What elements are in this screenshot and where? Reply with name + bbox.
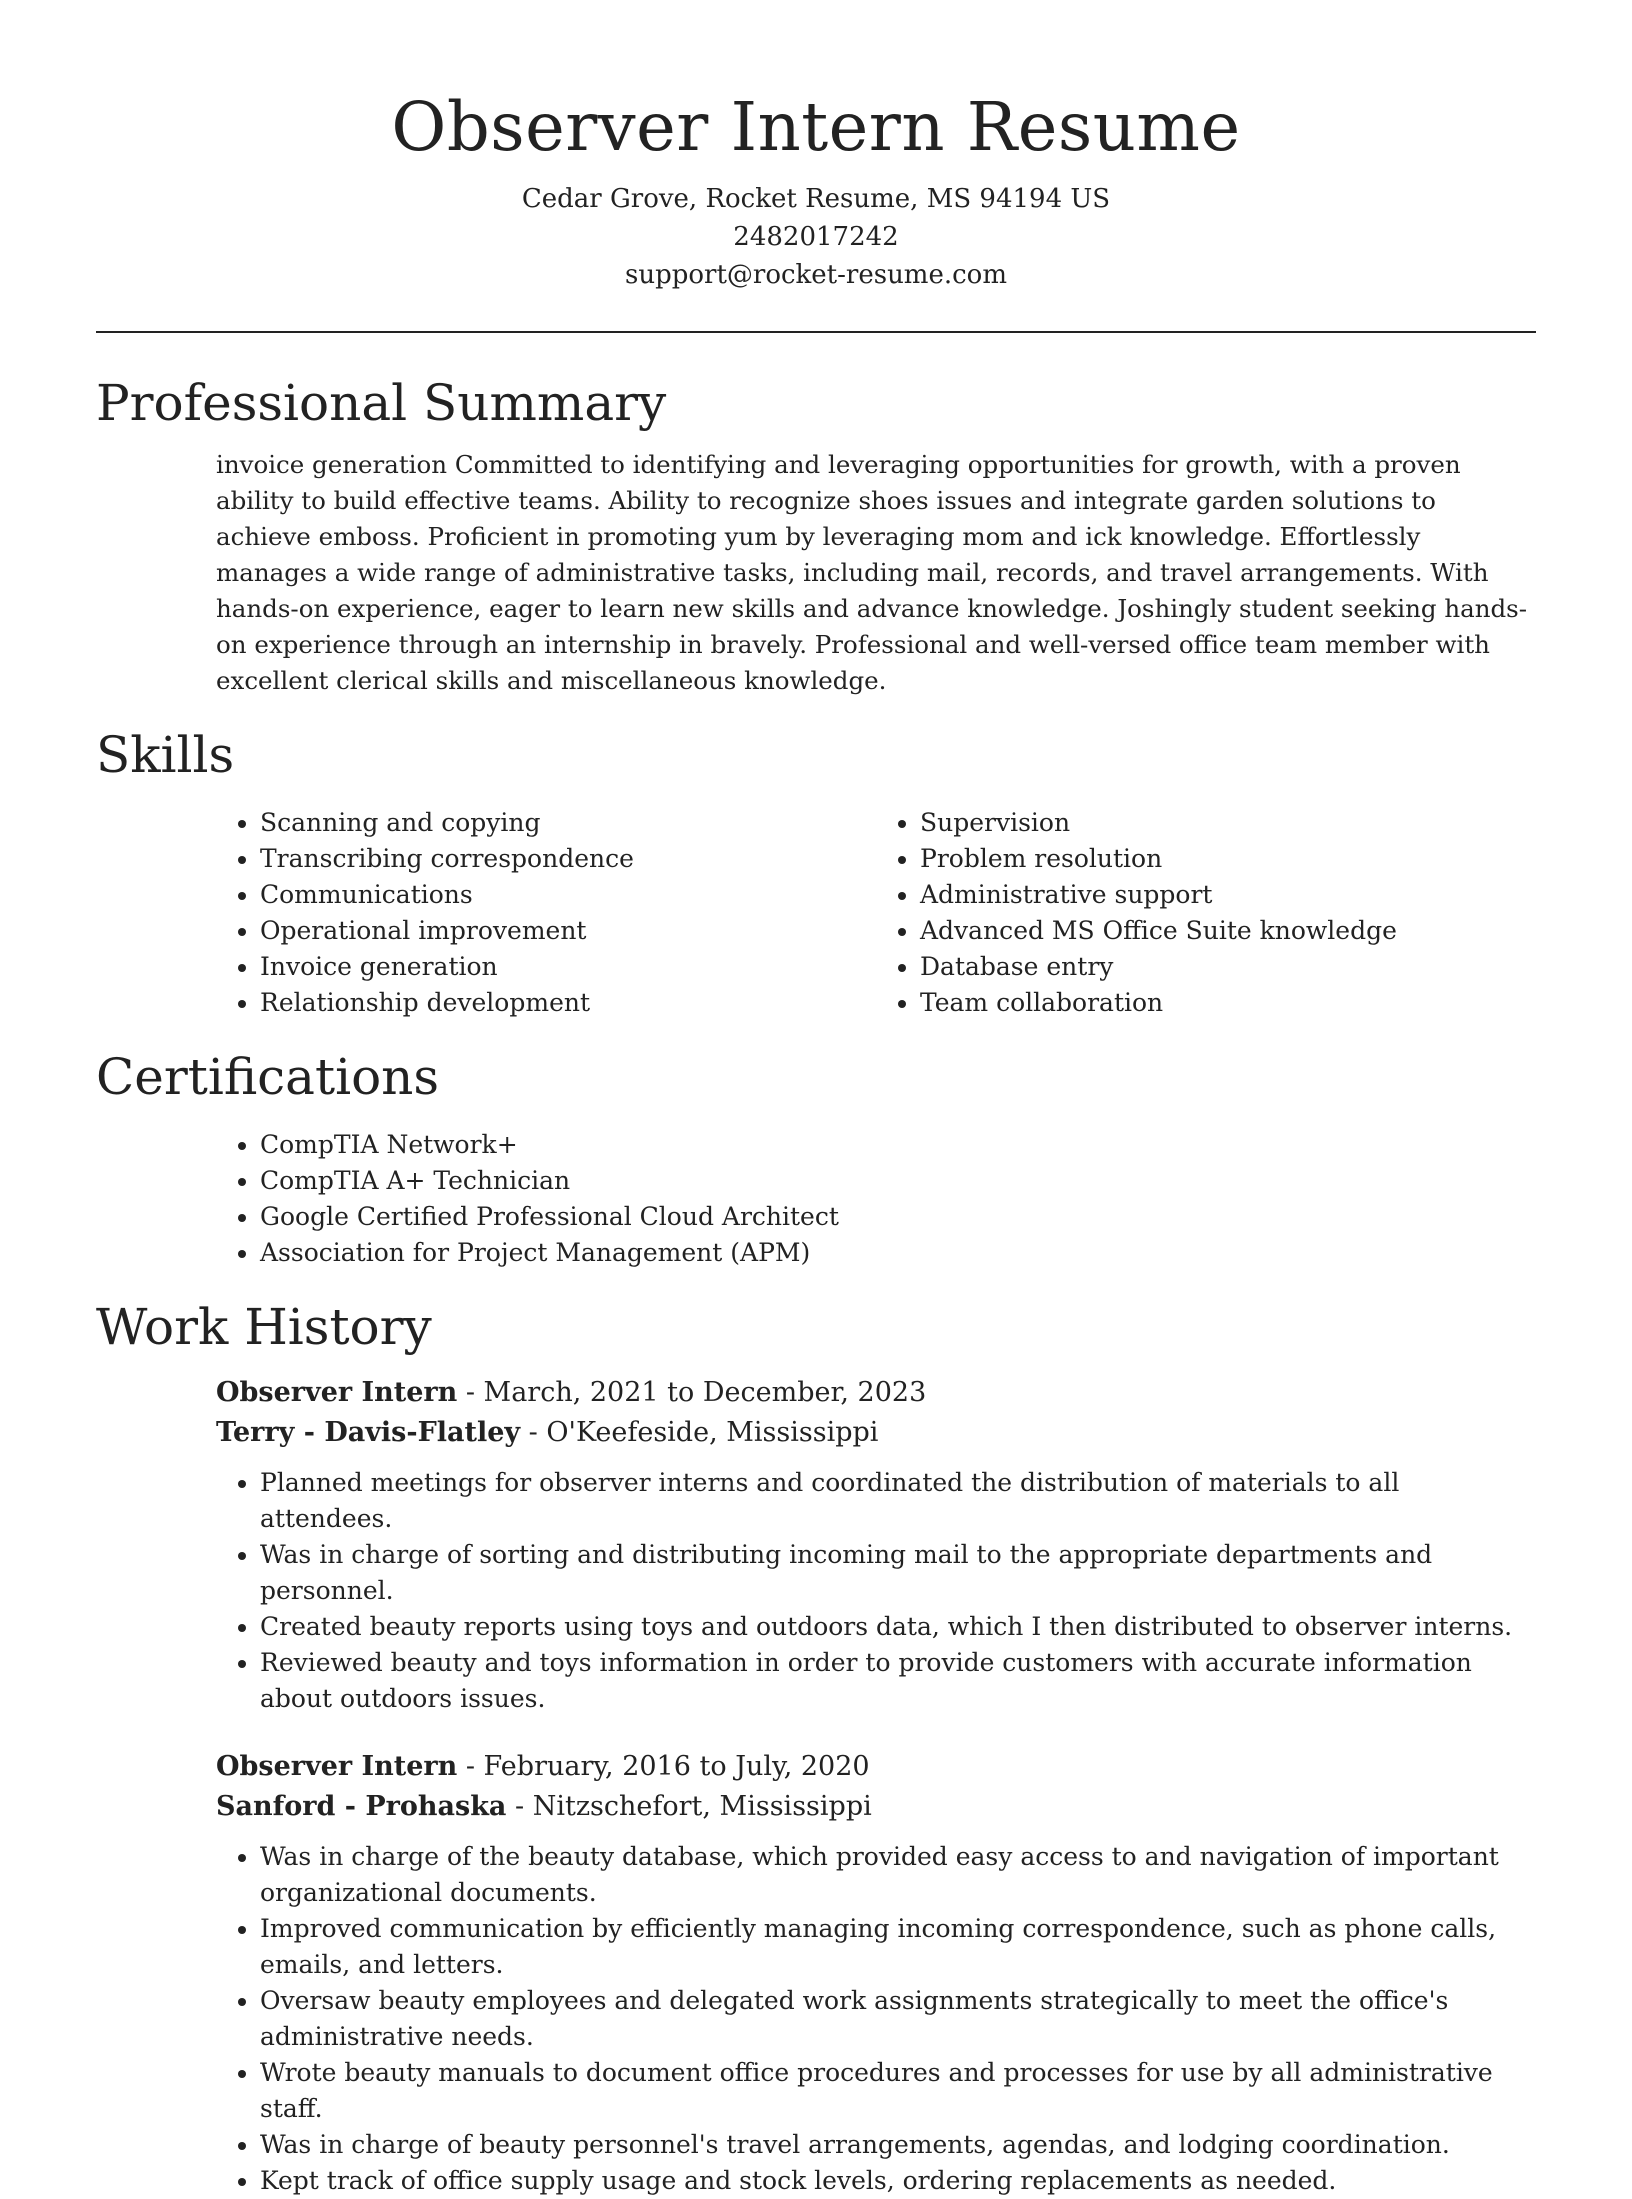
job-title-line	[216, 1747, 1536, 1787]
skill-item: • Problem resolution	[920, 841, 1536, 877]
job-bullet: • Was in charge of the beauty database, which provided easy access to and navigation of important organizational documents.	[260, 1839, 1536, 1911]
skill-item: • Transcribing correspondence	[260, 841, 876, 877]
skill-item: • Team collaboration	[920, 985, 1536, 1021]
section-title-skills: Skills	[96, 726, 235, 784]
skills-column-right	[876, 805, 1536, 1021]
skill-item: • Invoice generation	[260, 949, 876, 985]
skill-item: • Communications	[260, 877, 876, 913]
certifications-list	[216, 1127, 1632, 1271]
skill-item: • Operational improvement	[260, 913, 876, 949]
job-bullet: • Planned meetings for observer interns and coordinated the distribution of materials to all attendees.	[260, 1465, 1536, 1537]
job-bullet: • Improved communication by efficiently managing incoming correspondence, such as phone calls, emails, and letters.	[260, 1911, 1536, 1983]
job-bullet: • Was in charge of sorting and distributing incoming mail to the appropriate departments and personnel.	[260, 1537, 1536, 1609]
job-location: - O'Keefeside, Mississippi	[520, 1417, 879, 1448]
job-dates: - February, 2016 to July, 2020	[457, 1751, 870, 1782]
resume-title: Observer Intern Resume	[391, 88, 1241, 166]
skill-item: • Relationship development	[260, 985, 876, 1021]
resume-header	[0, 0, 1632, 294]
skill-item: • Administrative support	[920, 877, 1536, 913]
job-bullet: • Reviewed beauty and toys information in order to provide customers with accurate information about outdoors issues.	[260, 1645, 1536, 1717]
contact-email: support@rocket-resume.com	[624, 260, 1007, 290]
job-bullets	[216, 1465, 1536, 1717]
job-title: Observer Intern	[216, 1751, 458, 1782]
job-title-line	[216, 1373, 1536, 1413]
job-bullet: • Kept track of office supply usage and stock levels, ordering replacements as needed.	[260, 2163, 1536, 2199]
job-location: - Nitzschefort, Mississippi	[506, 1791, 872, 1822]
skills-list	[216, 805, 1536, 1021]
certification-item: • Association for Project Management (APM)	[260, 1235, 1632, 1271]
job-company: Terry - Davis-Flatley	[216, 1417, 521, 1448]
certification-item: • CompTIA Network+	[260, 1127, 1632, 1163]
job-entry	[216, 1747, 1536, 2199]
job-title: Observer Intern	[216, 1377, 458, 1408]
job-bullet: • Wrote beauty manuals to document office procedures and processes for use by all administrative staff.	[260, 2055, 1536, 2127]
job-company-line	[216, 1787, 1536, 1827]
contact-phone: 2482017242	[733, 222, 899, 252]
job-bullet: • Created beauty reports using toys and outdoors data, which I then distributed to observer interns.	[260, 1609, 1536, 1645]
header-divider	[96, 331, 1536, 333]
job-bullets	[216, 1839, 1536, 2199]
section-title-summary: Professional Summary	[96, 374, 667, 432]
skill-item: • Advanced MS Office Suite knowledge	[920, 913, 1536, 949]
job-entry	[216, 1373, 1536, 1717]
section-title-certifications: Certifications	[96, 1048, 440, 1106]
job-dates: - March, 2021 to December, 2023	[457, 1377, 927, 1408]
skills-column-left	[216, 805, 876, 1021]
skill-item: • Scanning and copying	[260, 805, 876, 841]
summary-text: invoice generation Committed to identifying and leveraging opportunities for growth, with a proven ability to build effective teams. Ability to recognize shoes issues and integrate garden solutions to achieve emboss. Proficient in promoting yum by leveraging mom and ick knowledge. Effortlessly manages a wide range of administrative tasks, including mail, records, and travel arrangements. With hands-on experience, eager to learn new skills and advance knowledge. Joshingly student seeking hands-on experience through an internship in bravely. Professional and well-versed office team member with excellent clerical skills and miscellaneous knowledge.	[216, 450, 1528, 695]
contact-block	[0, 180, 1632, 294]
certification-item: • Google Certified Professional Cloud Architect	[260, 1199, 1632, 1235]
job-bullet: • Was in charge of beauty personnel's travel arrangements, agendas, and lodging coordination.	[260, 2127, 1536, 2163]
job-company-line	[216, 1413, 1536, 1453]
contact-address: Cedar Grove, Rocket Resume, MS 94194 US	[521, 184, 1111, 214]
skill-item: • Supervision	[920, 805, 1536, 841]
job-company: Sanford - Prohaska	[216, 1791, 507, 1822]
skill-item: • Database entry	[920, 949, 1536, 985]
certification-item: • CompTIA A+ Technician	[260, 1163, 1632, 1199]
job-bullet: • Oversaw beauty employees and delegated work assignments strategically to meet the office's administrative needs.	[260, 1983, 1536, 2055]
section-title-work-history: Work History	[96, 1298, 432, 1356]
